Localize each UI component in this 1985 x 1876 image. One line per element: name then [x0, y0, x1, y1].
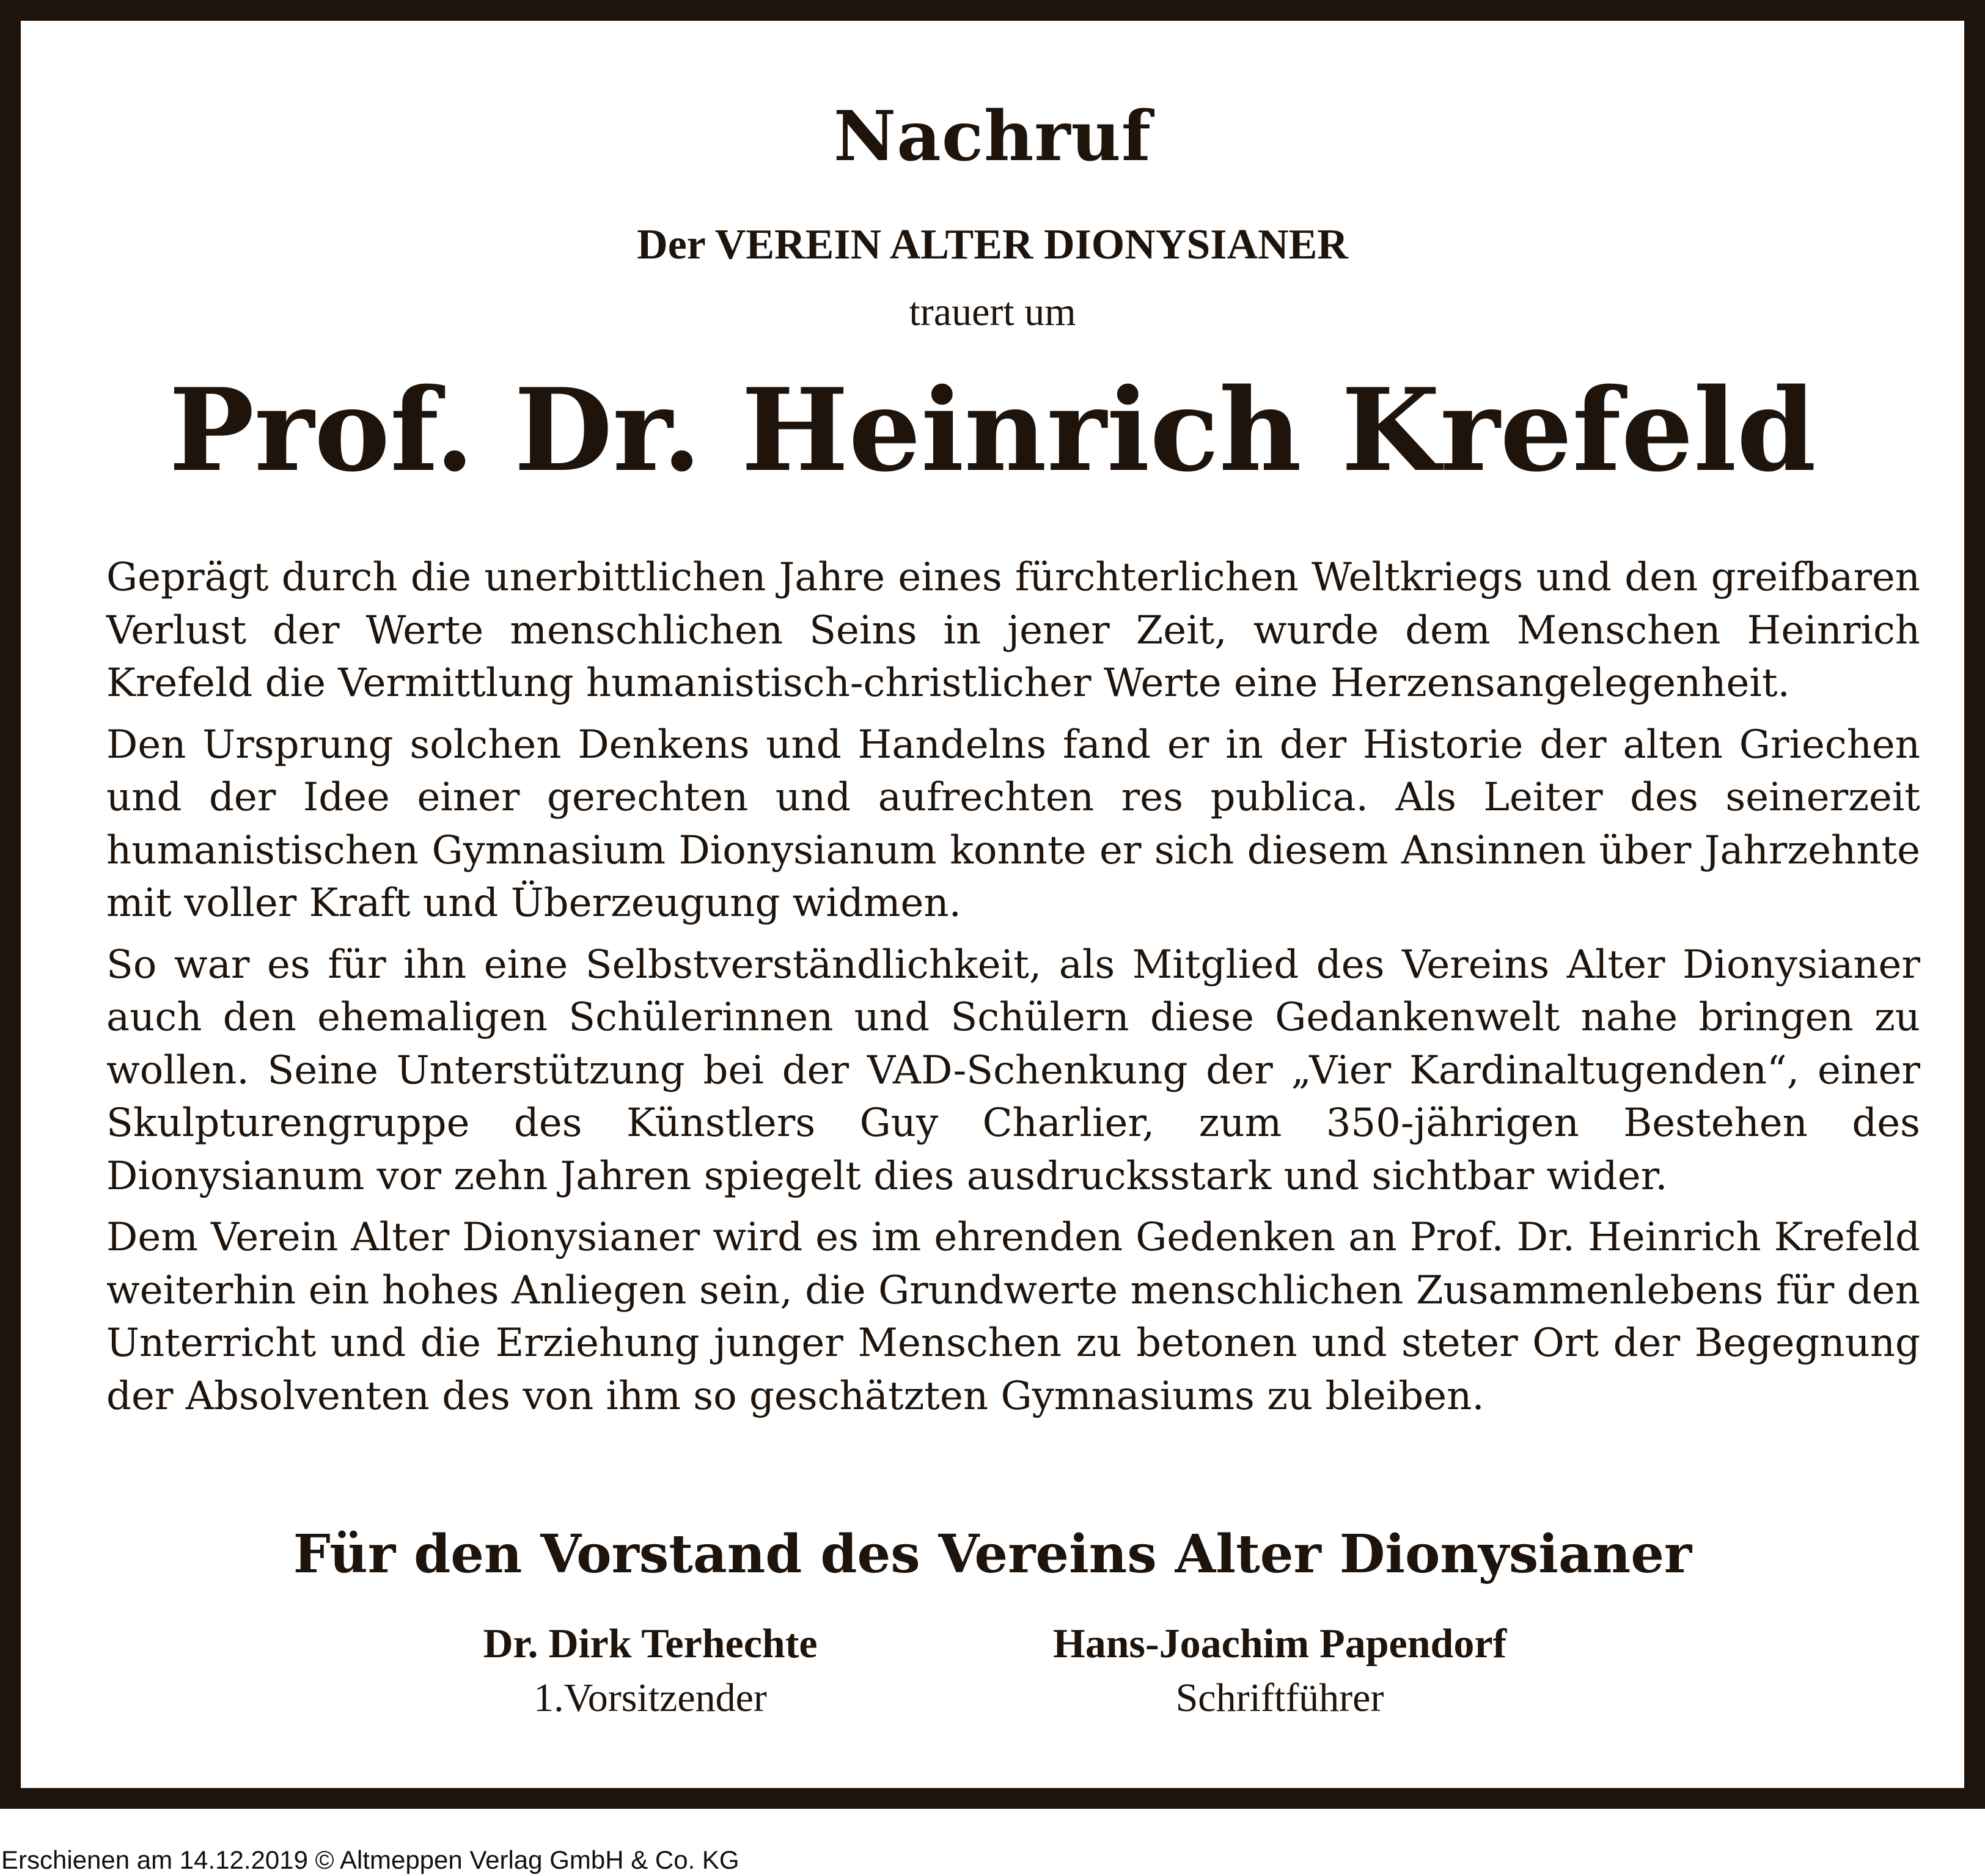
signatory-secretary: [1017, 1616, 1543, 1726]
body-paragraph: Geprägt durch die unerbittlichen Jahre eines fürchterlichen Weltkriegs und den greifbaren Verlust der Werte menschlichen Seins in jener Zeit, wurde dem Menschen Heinrich Krefeld die Vermittlung humanistisch-christlicher Werte eine Herzensangelegenheit.: [106, 555, 1920, 706]
body-paragraph: Den Ursprung solchen Denkens und Handelns fand er in der Historie der alten Griechen und der Idee einer gerechten und aufrechten res publica. Als Leiter des seinerzeit humanistischen Gymnasium Dionysianum konnte er sich diesem Ansinnen über Jahrzehnte mit voller Kraft und Überzeugung widmen.: [106, 722, 1920, 926]
signatory-name: Hans-Joachim Papendorf: [1052, 1620, 1507, 1666]
signatory-chair: [406, 1616, 895, 1726]
body-paragraph: Dem Verein Alter Dionysianer wird es im ehrenden Gedenken an Prof. Dr. Heinrich Krefeld weiterhin ein hohes Anliegen sein, die Grundwerte menschlichen Zusammenlebens für den Unterricht und die Erziehung junger Menschen zu betonen und steter Ort der Begegnung der Absolventen des von ihm so geschätzten Gymnasiums zu bleiben.: [106, 1215, 1920, 1419]
body-paragraph: So war es für ihn eine Selbstverständlichkeit, als Mitglied des Vereins Alter Dionysianer auch den ehemaligen Schülerinnen und Schülern diese Gedankenwelt nahe bringen zu wollen. Seine Unterstützung bei der VAD-Schenkung der „Vier Kardinaltugenden“, einer Skulpturengruppe des Künstlers Guy Charlier, zum 350-jährigen Bestehen des Dionysianum vor zehn Jahren spiegelt dies ausdrucksstark und sichtbar wider.: [106, 942, 1920, 1199]
signatory-role: Schriftführer: [1175, 1676, 1384, 1720]
board-line: Für den Vorstand des Vereins Alter Dionysianer: [293, 1523, 1692, 1585]
obituary-body: [106, 551, 1920, 1431]
signatory-name: Dr. Dirk Terhechte: [483, 1620, 818, 1666]
organization-line: Der VEREIN ALTER DIONYSIANER: [637, 221, 1348, 268]
publication-credit: Erschienen am 14.12.2019 © Altmeppen Verlag GmbH & Co. KG: [1, 1845, 739, 1874]
obituary-heading: Nachruf: [833, 97, 1152, 177]
deceased-name: Prof. Dr. Heinrich Krefeld: [169, 363, 1816, 497]
mourns-line: trauert um: [909, 290, 1076, 334]
signatory-role: 1.Vorsitzender: [534, 1676, 767, 1720]
